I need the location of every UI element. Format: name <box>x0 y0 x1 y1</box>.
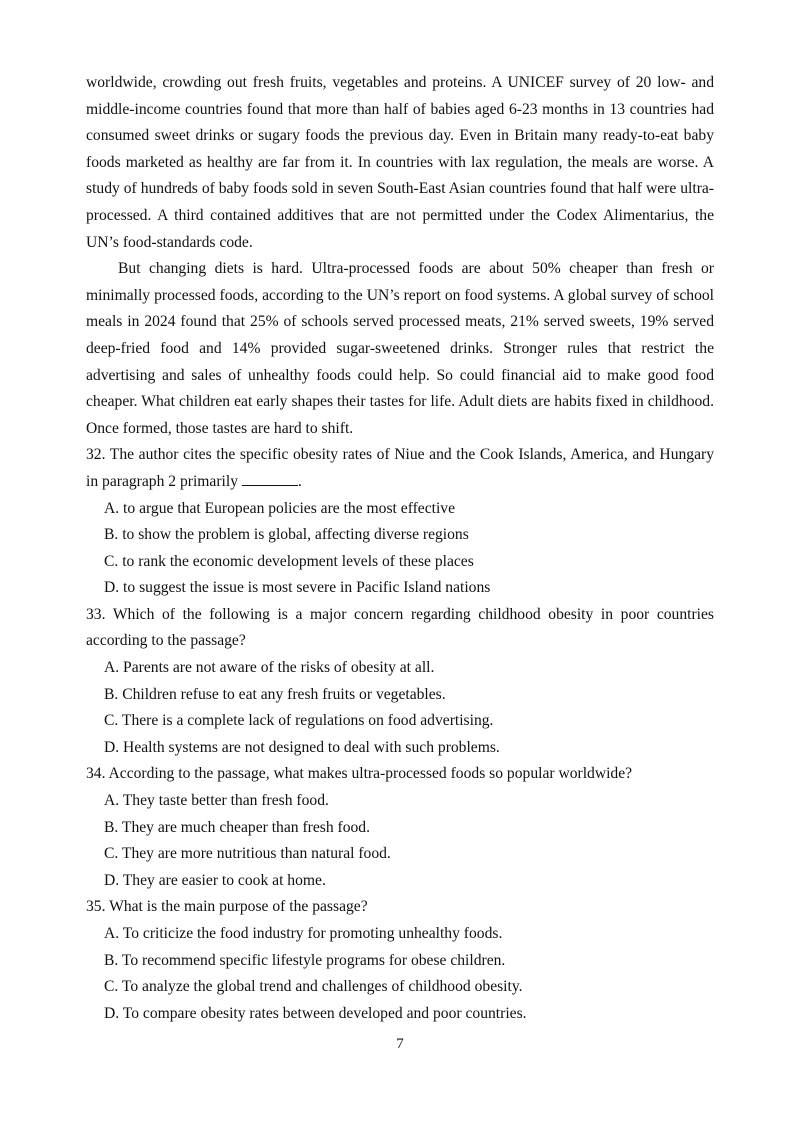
option-b: B. To recommend specific lifestyle programs for obese children. <box>104 951 506 969</box>
option-a: A. To criticize the food industry for promoting unhealthy foods. <box>104 925 503 942</box>
page-number: 7 <box>396 1036 404 1052</box>
option-b: B. Children refuse to eat any fresh fruits or vegetables. <box>104 685 446 703</box>
option-a: A. Parents are not aware of the risks of obesity at all. <box>104 659 435 677</box>
question-stem-text: 32. The author cites the specific obesity rates of Niue and the Cook Islands, America, and Hungary in paragraph 2 primarily <box>86 446 714 490</box>
answer-blank <box>242 471 298 486</box>
question-stem: 34. According to the passage, what makes ultra-processed foods so popular worldwide? <box>86 765 633 783</box>
passage-paragraph-1: worldwide, crowding out fresh fruits, vegetables and proteins. A UNICEF survey of 20 low- and middle-income countries found that more than half of babies aged 6-23 months in 13 countries had consumed sweet drinks or sugary foods the previous day. Even in Britain many ready-to-eat baby foods marketed as healthy are far from it. In countries with lax regulation, the meals are worse. A study of hundreds of baby foods sold in seven South-East Asian countries found that half were ultra-processed. A third contained additives that are not permitted under the Codex Alimentarius, the UN’s food-standards code. <box>86 74 714 251</box>
question-34 <box>86 761 714 894</box>
question-32 <box>86 442 714 602</box>
question-33 <box>86 602 714 762</box>
question-stem: 35. What is the main purpose of the passage? <box>86 898 368 916</box>
passage-paragraph-2: But changing diets is hard. Ultra-processed foods are about 50% cheaper than fresh or minimally processed foods, according to the UN’s report on food systems. A global survey of school meals in 2024 found that 25% of schools served processed meats, 21% served sweets, 19% served deep-fried food and 14% provided sugar-sweetened drinks. Stronger rules that restrict the advertising and sales of unhealthy foods could help. So could financial aid to make good food cheaper. What children eat early shapes their tastes for life. Adult diets are habits fixed in childhood. Once formed, those tastes are hard to shift. <box>86 260 714 437</box>
option-c: C. They are more nutritious than natural food. <box>104 845 391 863</box>
option-c: C. To analyze the global trend and challenges of childhood obesity. <box>104 978 523 996</box>
option-c: C. There is a complete lack of regulations on food advertising. <box>104 712 494 730</box>
option-d: D. They are easier to cook at home. <box>104 871 326 889</box>
option-b: B. They are much cheaper than fresh food. <box>104 818 370 836</box>
option-b: B. to show the problem is global, affecting diverse regions <box>104 526 469 544</box>
exam-page <box>86 70 714 1027</box>
option-d: D. to suggest the issue is most severe in Pacific Island nations <box>104 579 491 597</box>
option-c: C. to rank the economic development levels of these places <box>104 552 474 570</box>
question-stem: 33. Which of the following is a major concern regarding childhood obesity in poor countries according to the passage? <box>86 605 714 650</box>
question-stem-end: . <box>297 472 302 490</box>
option-a: A. They taste better than fresh food. <box>104 792 329 810</box>
question-stem <box>86 442 714 495</box>
option-d: D. Health systems are not designed to deal with such problems. <box>104 738 500 756</box>
question-35 <box>86 894 714 1027</box>
option-d: D. To compare obesity rates between developed and poor countries. <box>104 1004 527 1022</box>
option-a: A. to argue that European policies are the most effective <box>104 499 456 517</box>
